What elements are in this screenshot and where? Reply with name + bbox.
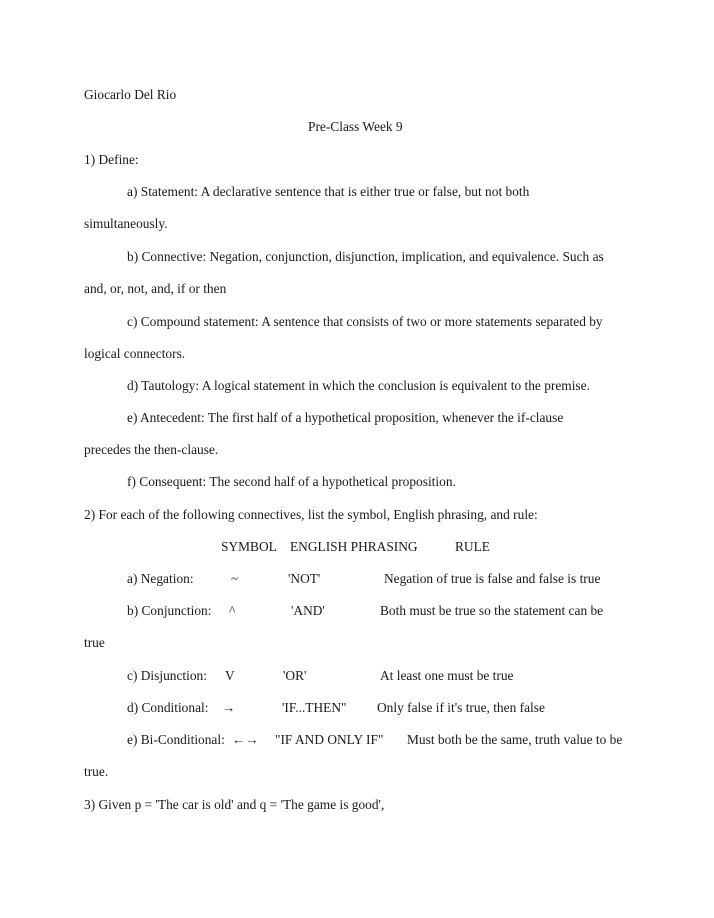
connective-rule-cont: true. bbox=[84, 764, 109, 779]
definition-statement: a) Statement: A declarative sentence that is either true or false, but not both bbox=[127, 184, 530, 199]
q1-heading: 1) Define: bbox=[84, 152, 139, 167]
definition-compound-statement: c) Compound statement: A sentence that consists of two or more statements separated by bbox=[127, 314, 603, 329]
connective-rule: Must both be the same, truth value to be bbox=[407, 732, 623, 747]
definition-connective-cont: and, or, not, and, if or then bbox=[84, 281, 227, 296]
connective-symbol: → bbox=[222, 700, 236, 715]
connective-rule-cont: true bbox=[84, 635, 105, 650]
connective-phrasing: "IF AND ONLY IF" bbox=[275, 732, 384, 747]
connective-symbol: ←→ bbox=[232, 732, 259, 747]
connective-symbol: V bbox=[225, 668, 235, 683]
connective-name: b) Conjunction: bbox=[127, 603, 212, 618]
connective-phrasing: 'AND' bbox=[291, 603, 325, 618]
connective-name: e) Bi-Conditional: bbox=[127, 732, 225, 747]
definition-antecedent: e) Antecedent: The first half of a hypothetical proposition, whenever the if-clause bbox=[127, 410, 564, 425]
connective-phrasing: 'OR' bbox=[283, 668, 307, 683]
connective-symbol: ~ bbox=[231, 571, 239, 586]
definition-consequent: f) Consequent: The second half of a hypothetical proposition. bbox=[127, 474, 456, 489]
definition-antecedent-cont: precedes the then-clause. bbox=[84, 442, 219, 457]
connective-name: d) Conditional: bbox=[127, 700, 209, 715]
connective-phrasing: 'IF...THEN" bbox=[282, 700, 347, 715]
connective-rule: Both must be true so the statement can be bbox=[380, 603, 604, 618]
connective-name: c) Disjunction: bbox=[127, 668, 207, 683]
connective-symbol: ^ bbox=[229, 603, 236, 618]
definition-compound-statement-cont: logical connectors. bbox=[84, 346, 186, 361]
q3-heading: 3) Given p = 'The car is old' and q = 'The game is good', bbox=[84, 797, 385, 812]
definition-statement-cont: simultaneously. bbox=[84, 216, 168, 231]
author-name: Giocarlo Del Rio bbox=[84, 87, 177, 102]
table-header-rule: RULE bbox=[455, 539, 490, 554]
definition-connective: b) Connective: Negation, conjunction, disjunction, implication, and equivalence. Such as bbox=[127, 249, 604, 264]
connective-rule: Only false if it's true, then false bbox=[377, 700, 545, 715]
document-title: Pre-Class Week 9 bbox=[308, 119, 403, 134]
q2-heading: 2) For each of the following connectives, list the symbol, English phrasing, and rule: bbox=[84, 507, 538, 522]
connective-rule: Negation of true is false and false is true bbox=[384, 571, 601, 586]
definition-tautology: d) Tautology: A logical statement in which the conclusion is equivalent to the premise. bbox=[127, 378, 590, 393]
connective-phrasing: 'NOT' bbox=[288, 571, 321, 586]
table-header-phrasing: ENGLISH PHRASING bbox=[290, 539, 418, 554]
connective-name: a) Negation: bbox=[127, 571, 194, 586]
table-header-symbol: SYMBOL bbox=[221, 539, 277, 554]
connective-rule: At least one must be true bbox=[380, 668, 514, 683]
